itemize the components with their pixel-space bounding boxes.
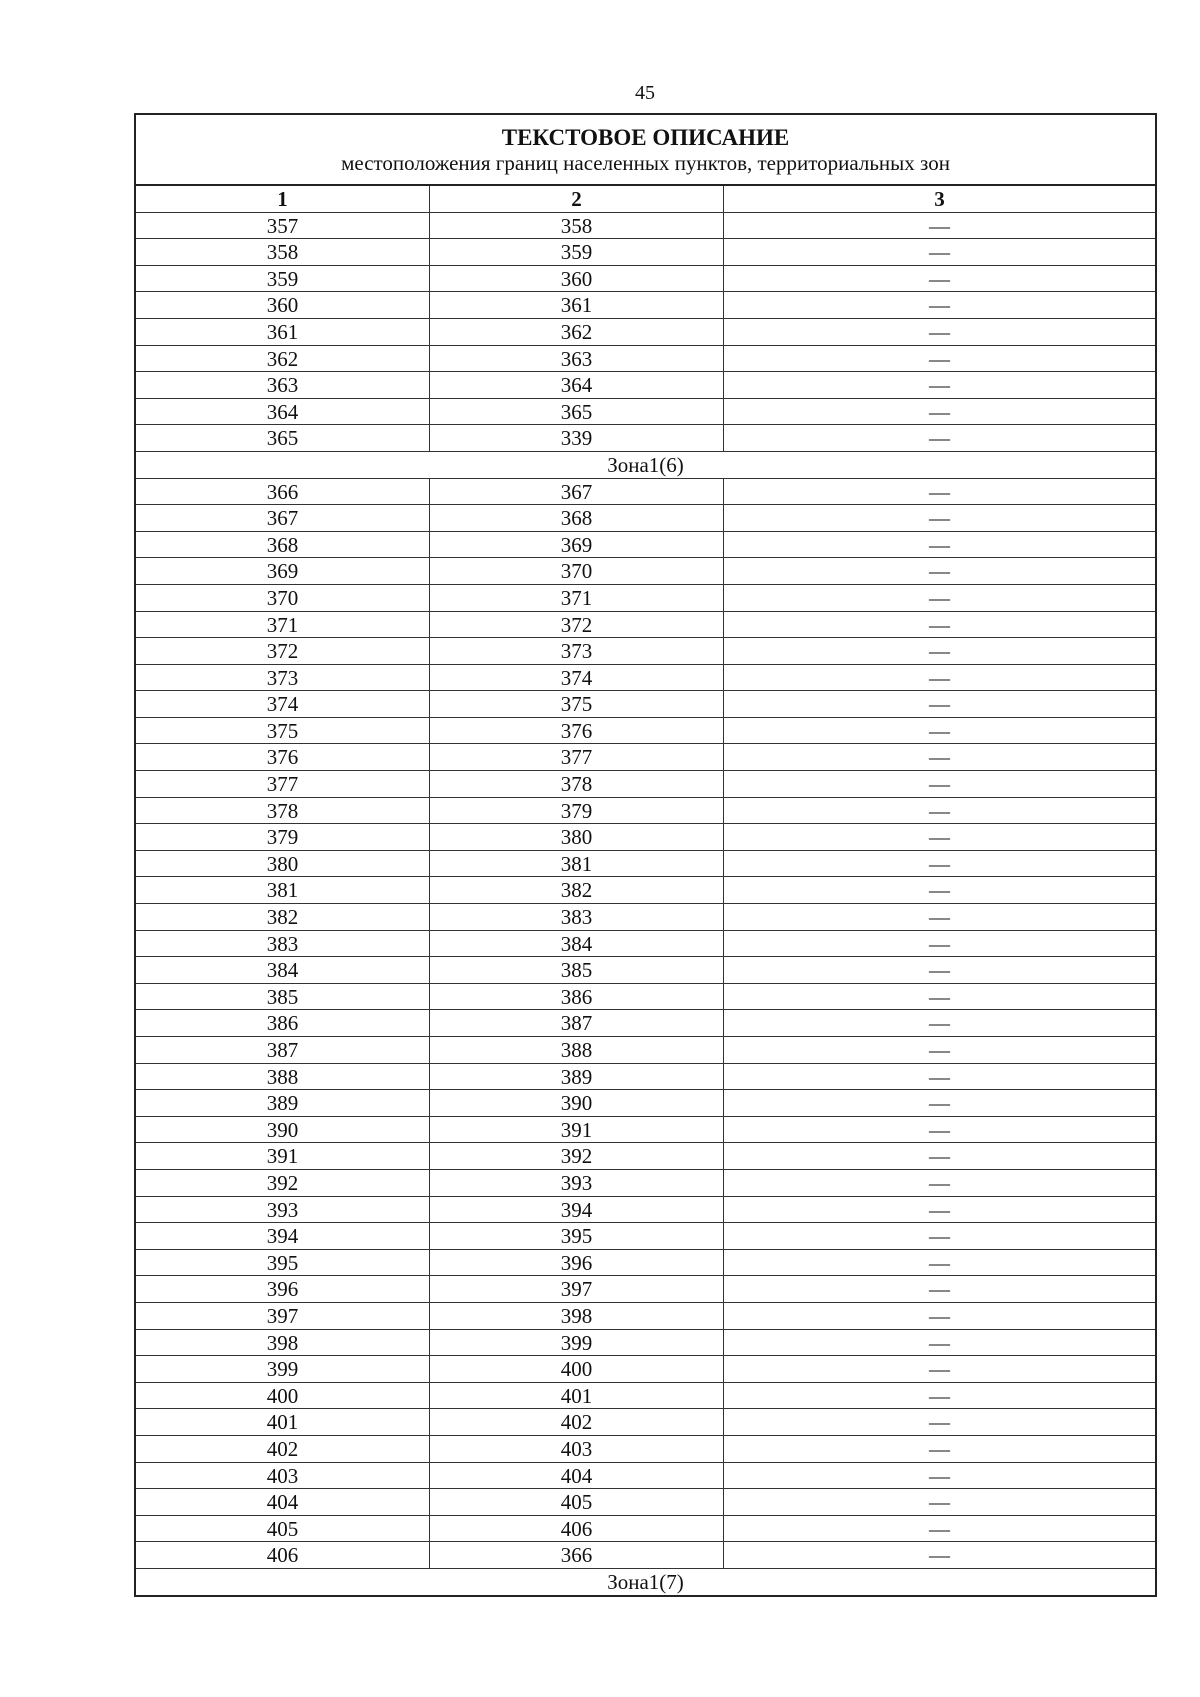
cell-col-2: 397 bbox=[430, 1276, 724, 1302]
table-row bbox=[136, 877, 1155, 904]
cell-col-3: — bbox=[929, 1383, 950, 1408]
cell-col-1: 389 bbox=[136, 1090, 430, 1116]
cell-col-1: 378 bbox=[136, 798, 430, 824]
table-row bbox=[136, 1356, 1155, 1383]
cell-col-1: 375 bbox=[136, 718, 430, 744]
cell-col-1: 366 bbox=[136, 479, 430, 505]
cell-col-3: — bbox=[929, 851, 950, 876]
cell-col-2: 370 bbox=[430, 558, 724, 584]
table-row bbox=[136, 957, 1155, 984]
cell-col-3: — bbox=[929, 1357, 950, 1382]
cell-col-1: 401 bbox=[136, 1409, 430, 1435]
cell-col-2: 374 bbox=[430, 665, 724, 691]
cell-col-2: 403 bbox=[430, 1436, 724, 1462]
cell-col-1: 395 bbox=[136, 1250, 430, 1276]
cell-col-2: 385 bbox=[430, 957, 724, 983]
cell-col-1: 385 bbox=[136, 984, 430, 1010]
cell-col-2: 404 bbox=[430, 1463, 724, 1489]
cell-col-1: 392 bbox=[136, 1170, 430, 1196]
cell-col-1: 391 bbox=[136, 1143, 430, 1169]
table-row bbox=[136, 372, 1155, 399]
cell-col-1: 386 bbox=[136, 1010, 430, 1036]
zone-label: Зона1(7) bbox=[607, 1569, 684, 1594]
cell-col-3: — bbox=[929, 240, 950, 265]
cell-col-3: — bbox=[929, 878, 950, 903]
cell-col-2: 388 bbox=[430, 1037, 724, 1063]
cell-col-2: 380 bbox=[430, 824, 724, 850]
cell-col-3: — bbox=[929, 1011, 950, 1036]
cell-col-2: 379 bbox=[430, 798, 724, 824]
cell-col-2: 389 bbox=[430, 1064, 724, 1090]
cell-col-1: 387 bbox=[136, 1037, 430, 1063]
cell-col-3: — bbox=[929, 1490, 950, 1515]
cell-col-1: 362 bbox=[136, 346, 430, 372]
cell-col-3: — bbox=[929, 559, 950, 584]
cell-col-2: 369 bbox=[430, 532, 724, 558]
table-row bbox=[136, 1223, 1155, 1250]
cell-col-3: — bbox=[929, 1144, 950, 1169]
cell-col-3: — bbox=[929, 1064, 950, 1089]
cell-col-2: 395 bbox=[430, 1223, 724, 1249]
column-header-3: 3 bbox=[934, 187, 945, 211]
table-row bbox=[136, 558, 1155, 585]
cell-col-2: 365 bbox=[430, 399, 724, 425]
cell-col-3: — bbox=[929, 1277, 950, 1302]
cell-col-1: 382 bbox=[136, 904, 430, 930]
cell-col-1: 374 bbox=[136, 691, 430, 717]
cell-col-2: 363 bbox=[430, 346, 724, 372]
cell-col-3: — bbox=[929, 905, 950, 930]
cell-col-1: 365 bbox=[136, 425, 430, 451]
column-header-row bbox=[136, 186, 1155, 213]
cell-col-2: 378 bbox=[430, 771, 724, 797]
cell-col-2: 393 bbox=[430, 1170, 724, 1196]
cell-col-3: — bbox=[929, 373, 950, 398]
table-row bbox=[136, 1197, 1155, 1224]
table-header bbox=[136, 115, 1155, 186]
cell-col-3: — bbox=[929, 1543, 950, 1568]
table-row bbox=[136, 266, 1155, 293]
cell-col-1: 403 bbox=[136, 1463, 430, 1489]
cell-col-2: 359 bbox=[430, 239, 724, 265]
table-row bbox=[136, 665, 1155, 692]
zone-label: Зона1(6) bbox=[607, 452, 684, 477]
cell-col-1: 367 bbox=[136, 505, 430, 531]
table-row bbox=[136, 1516, 1155, 1543]
cell-col-1: 390 bbox=[136, 1117, 430, 1143]
cell-col-3: — bbox=[929, 798, 950, 823]
column-header-1: 1 bbox=[136, 186, 430, 212]
cell-col-2: 383 bbox=[430, 904, 724, 930]
table-row bbox=[136, 1276, 1155, 1303]
cell-col-1: 399 bbox=[136, 1356, 430, 1382]
table-row bbox=[136, 239, 1155, 266]
cell-col-3: — bbox=[929, 532, 950, 557]
cell-col-3: — bbox=[929, 1516, 950, 1541]
cell-col-2: 360 bbox=[430, 266, 724, 292]
table-row bbox=[136, 718, 1155, 745]
cell-col-3: — bbox=[929, 266, 950, 291]
cell-col-3: — bbox=[929, 1224, 950, 1249]
cell-col-1: 359 bbox=[136, 266, 430, 292]
cell-col-2: 371 bbox=[430, 585, 724, 611]
table-row bbox=[136, 213, 1155, 240]
cell-col-3: — bbox=[929, 984, 950, 1009]
cell-col-1: 400 bbox=[136, 1383, 430, 1409]
cell-col-2: 399 bbox=[430, 1330, 724, 1356]
cell-col-2: 394 bbox=[430, 1197, 724, 1223]
cell-col-2: 402 bbox=[430, 1409, 724, 1435]
cell-col-1: 361 bbox=[136, 319, 430, 345]
table-row bbox=[136, 851, 1155, 878]
table-row bbox=[136, 505, 1155, 532]
cell-col-1: 398 bbox=[136, 1330, 430, 1356]
cell-col-3: — bbox=[929, 825, 950, 850]
table-row bbox=[136, 904, 1155, 931]
cell-col-3: — bbox=[929, 1410, 950, 1435]
cell-col-2: 387 bbox=[430, 1010, 724, 1036]
table-row bbox=[136, 984, 1155, 1011]
cell-col-2: 367 bbox=[430, 479, 724, 505]
cell-col-1: 373 bbox=[136, 665, 430, 691]
table-row bbox=[136, 1463, 1155, 1490]
cell-col-1: 363 bbox=[136, 372, 430, 398]
cell-col-3: — bbox=[929, 1091, 950, 1116]
cell-col-3: — bbox=[929, 612, 950, 637]
cell-col-3: — bbox=[929, 399, 950, 424]
table-row bbox=[136, 1303, 1155, 1330]
cell-col-3: — bbox=[929, 293, 950, 318]
cell-col-2: 400 bbox=[430, 1356, 724, 1382]
document-title: ТЕКСТОВОЕ ОПИСАНИЕ bbox=[501, 125, 790, 150]
cell-col-1: 393 bbox=[136, 1197, 430, 1223]
table-row bbox=[136, 638, 1155, 665]
table-row bbox=[136, 319, 1155, 346]
table-row bbox=[136, 931, 1155, 958]
cell-col-3: — bbox=[929, 665, 950, 690]
cell-col-2: 384 bbox=[430, 931, 724, 957]
table-row bbox=[136, 1489, 1155, 1516]
table-row bbox=[136, 1170, 1155, 1197]
table-row bbox=[136, 1409, 1155, 1436]
cell-col-3: — bbox=[929, 1117, 950, 1142]
cell-col-1: 405 bbox=[136, 1516, 430, 1542]
cell-col-1: 371 bbox=[136, 612, 430, 638]
cell-col-3: — bbox=[929, 692, 950, 717]
cell-col-1: 384 bbox=[136, 957, 430, 983]
table-row bbox=[136, 292, 1155, 319]
table-row bbox=[136, 1330, 1155, 1357]
table-row bbox=[136, 744, 1155, 771]
table-row bbox=[136, 532, 1155, 559]
cell-col-1: 404 bbox=[136, 1489, 430, 1515]
cell-col-2: 339 bbox=[430, 425, 724, 451]
cell-col-2: 362 bbox=[430, 319, 724, 345]
cell-col-1: 357 bbox=[136, 213, 430, 239]
cell-col-2: 382 bbox=[430, 877, 724, 903]
cell-col-1: 376 bbox=[136, 744, 430, 770]
cell-col-3: — bbox=[929, 1463, 950, 1488]
cell-col-3: — bbox=[929, 931, 950, 956]
cell-col-3: — bbox=[929, 1197, 950, 1222]
table-row bbox=[136, 1250, 1155, 1277]
cell-col-1: 364 bbox=[136, 399, 430, 425]
cell-col-1: 406 bbox=[136, 1542, 430, 1568]
cell-col-2: 406 bbox=[430, 1516, 724, 1542]
cell-col-1: 368 bbox=[136, 532, 430, 558]
table-row bbox=[136, 479, 1155, 506]
cell-col-3: — bbox=[929, 772, 950, 797]
cell-col-3: — bbox=[929, 639, 950, 664]
cell-col-3: — bbox=[929, 958, 950, 983]
cell-col-3: — bbox=[929, 718, 950, 743]
table-row bbox=[136, 771, 1155, 798]
table-row bbox=[136, 399, 1155, 426]
cell-col-1: 360 bbox=[136, 292, 430, 318]
cell-col-3: — bbox=[929, 479, 950, 504]
table-row bbox=[136, 798, 1155, 825]
cell-col-1: 396 bbox=[136, 1276, 430, 1302]
table-row bbox=[136, 824, 1155, 851]
column-header-2: 2 bbox=[430, 186, 724, 212]
table-row bbox=[136, 1037, 1155, 1064]
cell-col-1: 388 bbox=[136, 1064, 430, 1090]
cell-col-3: — bbox=[929, 213, 950, 238]
cell-col-1: 370 bbox=[136, 585, 430, 611]
table-row bbox=[136, 1010, 1155, 1037]
cell-col-3: — bbox=[929, 1303, 950, 1328]
cell-col-2: 390 bbox=[430, 1090, 724, 1116]
document-subtitle: местоположения границ населенных пунктов, территориальных зон bbox=[341, 151, 950, 175]
table-row bbox=[136, 1436, 1155, 1463]
cell-col-1: 383 bbox=[136, 931, 430, 957]
cell-col-1: 380 bbox=[136, 851, 430, 877]
cell-col-2: 375 bbox=[430, 691, 724, 717]
cell-col-2: 372 bbox=[430, 612, 724, 638]
cell-col-1: 379 bbox=[136, 824, 430, 850]
cell-col-3: — bbox=[929, 506, 950, 531]
cell-col-2: 386 bbox=[430, 984, 724, 1010]
cell-col-3: — bbox=[929, 319, 950, 344]
cell-col-1: 381 bbox=[136, 877, 430, 903]
cell-col-2: 398 bbox=[430, 1303, 724, 1329]
cell-col-2: 401 bbox=[430, 1383, 724, 1409]
table-row bbox=[136, 425, 1155, 452]
cell-col-3: — bbox=[929, 1038, 950, 1062]
boundary-description-table bbox=[134, 113, 1157, 1597]
zone-row bbox=[136, 452, 1155, 479]
cell-col-2: 366 bbox=[430, 1542, 724, 1568]
cell-col-2: 381 bbox=[430, 851, 724, 877]
table-row bbox=[136, 1383, 1155, 1410]
table-row bbox=[136, 1064, 1155, 1091]
cell-col-1: 358 bbox=[136, 239, 430, 265]
cell-col-2: 364 bbox=[430, 372, 724, 398]
table-body bbox=[136, 213, 1155, 1596]
cell-col-2: 392 bbox=[430, 1143, 724, 1169]
cell-col-3: — bbox=[929, 1330, 950, 1355]
cell-col-1: 377 bbox=[136, 771, 430, 797]
table-row bbox=[136, 1143, 1155, 1170]
table-row bbox=[136, 1117, 1155, 1144]
cell-col-3: — bbox=[929, 1170, 950, 1195]
table-row bbox=[136, 1542, 1155, 1569]
cell-col-2: 361 bbox=[430, 292, 724, 318]
cell-col-1: 372 bbox=[136, 638, 430, 664]
cell-col-2: 376 bbox=[430, 718, 724, 744]
table-row bbox=[136, 346, 1155, 373]
cell-col-3: — bbox=[929, 346, 950, 371]
cell-col-2: 405 bbox=[430, 1489, 724, 1515]
cell-col-3: — bbox=[929, 585, 950, 610]
table-row bbox=[136, 585, 1155, 612]
table-row bbox=[136, 1090, 1155, 1117]
cell-col-3: — bbox=[929, 426, 950, 451]
zone-row bbox=[136, 1569, 1155, 1596]
cell-col-1: 369 bbox=[136, 558, 430, 584]
cell-col-1: 397 bbox=[136, 1303, 430, 1329]
cell-col-2: 396 bbox=[430, 1250, 724, 1276]
cell-col-3: — bbox=[929, 1436, 950, 1461]
cell-col-1: 402 bbox=[136, 1436, 430, 1462]
cell-col-1: 394 bbox=[136, 1223, 430, 1249]
cell-col-3: — bbox=[929, 745, 950, 770]
page-number: 45 bbox=[635, 82, 655, 104]
cell-col-2: 377 bbox=[430, 744, 724, 770]
cell-col-2: 368 bbox=[430, 505, 724, 531]
cell-col-3: — bbox=[929, 1250, 950, 1275]
cell-col-2: 373 bbox=[430, 638, 724, 664]
cell-col-2: 391 bbox=[430, 1117, 724, 1143]
cell-col-2: 358 bbox=[430, 213, 724, 239]
table-row bbox=[136, 691, 1155, 718]
table-row bbox=[136, 612, 1155, 639]
